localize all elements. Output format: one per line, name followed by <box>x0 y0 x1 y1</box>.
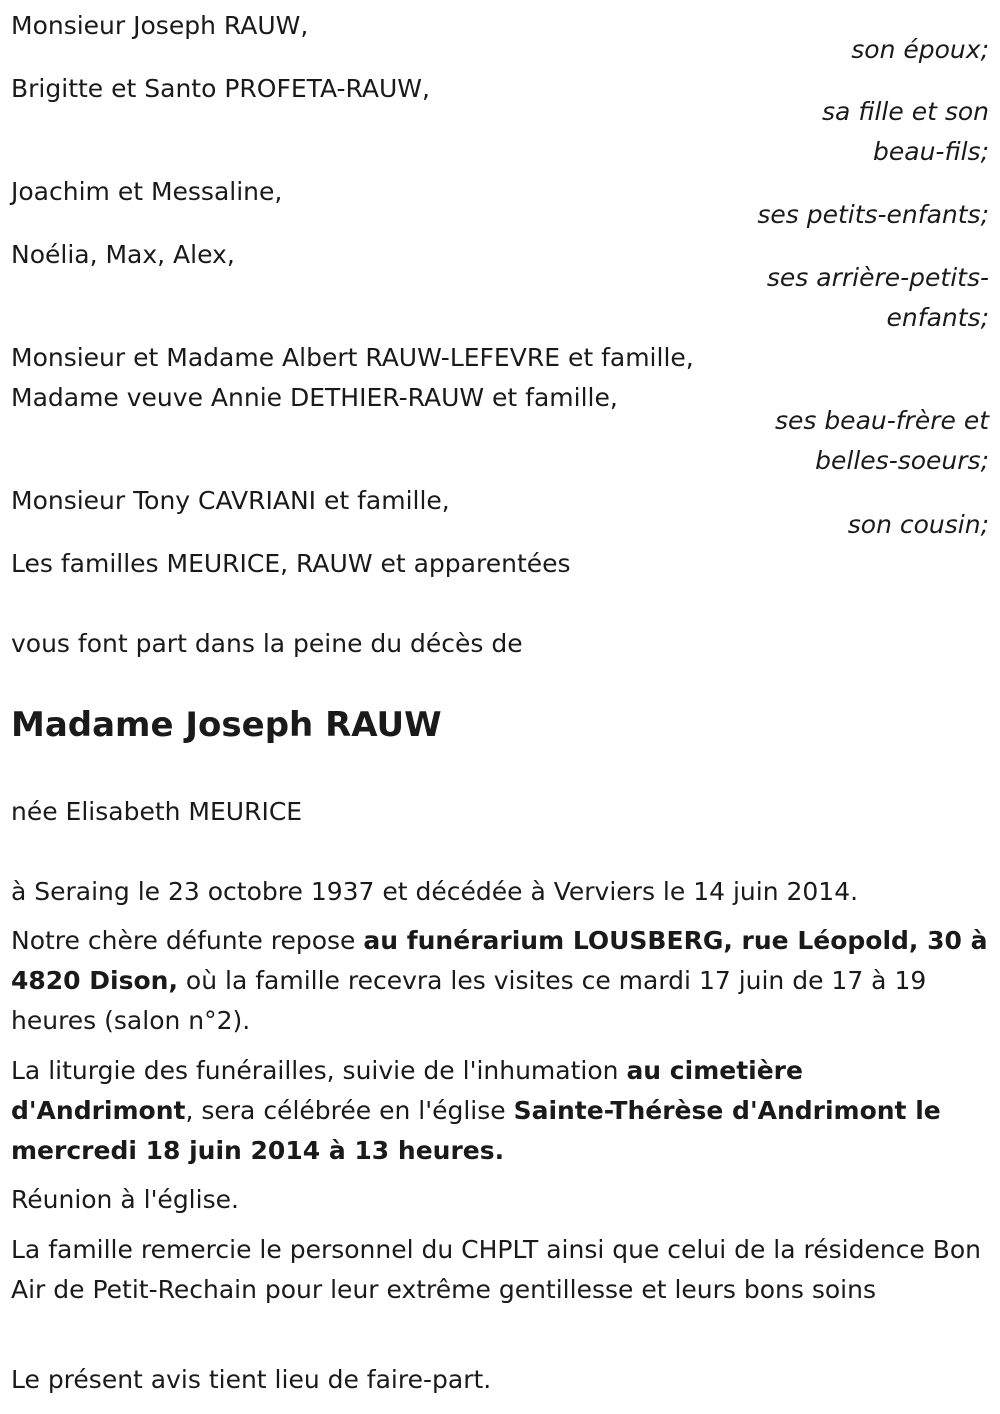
grandchildren-name: Joachim et Messaline, <box>11 177 283 206</box>
great-grandchildren-name: Noélia, Max, Alex, <box>11 240 235 269</box>
liturgy-cemetery: au cimetière d'Andrimont <box>11 1056 803 1125</box>
great-grandchildren-role-line-2: enfants; <box>886 303 989 332</box>
families-line: Les familles MEURICE, RAUW et apparentées <box>11 549 571 578</box>
spouse-name: Monsieur Joseph RAUW, <box>11 11 309 40</box>
repose-location: au funérarium LOUSBERG, rue Léopold, 30 à 4820 Dison, <box>11 926 988 995</box>
grandchildren-role: ses petits-enfants; <box>757 200 989 229</box>
thanks-paragraph: La famille remercie le personnel du CHPLT ainsi que celui de la résidence Bon Air de Petit-Rechain pour leur extrême gentillesse et leurs bons soins <box>11 1235 982 1304</box>
repose-text-2: où la famille recevra les visites ce mardi 17 juin de 17 à 19 heures (salon n°2). <box>11 966 927 1035</box>
cousin-role: son cousin; <box>847 510 989 539</box>
cousin-name: Monsieur Tony CAVRIANI et famille, <box>11 486 450 515</box>
daughter-name: Brigitte et Santo PROFETA-RAUW, <box>11 74 430 103</box>
daughter-role-line-2: beau-fils; <box>873 137 989 166</box>
announcement-intro: vous font part dans la peine du décès de <box>11 629 523 658</box>
great-grandchildren-role-line-1: ses arrière-petits- <box>766 263 989 292</box>
liturgy-paragraph <box>11 1051 991 1171</box>
liturgy-text-2: , sera célébrée en l'église <box>185 1096 514 1125</box>
spouse-role: son époux; <box>851 35 989 64</box>
repose-text-1: Notre chère défunte repose <box>11 926 364 955</box>
inlaws-name-line-1: Monsieur et Madame Albert RAUW-LEFEVRE et famille, <box>11 343 694 372</box>
daughter-role-line-1: sa fille et son <box>822 97 989 126</box>
inlaws-role-line-1: ses beau-frère et <box>774 406 989 435</box>
inlaws-name-line-2: Madame veuve Annie DETHIER-RAUW et famille, <box>11 383 618 412</box>
birth-death-line: à Seraing le 23 octobre 1937 et décédée à Verviers le 14 juin 2014. <box>11 877 859 906</box>
liturgy-church-date: Sainte-Thérèse d'Andrimont le mercredi 18 juin 2014 à 13 heures. <box>11 1096 941 1165</box>
deceased-name: Madame Joseph RAUW <box>11 705 442 745</box>
closing-line: Le présent avis tient lieu de faire-part. <box>11 1365 492 1394</box>
liturgy-text-1: La liturgie des funérailles, suivie de l'inhumation <box>11 1056 627 1085</box>
born-name: née Elisabeth MEURICE <box>11 797 303 826</box>
reunion-line: Réunion à l'église. <box>11 1185 239 1214</box>
inlaws-role-line-2: belles-soeurs; <box>815 446 989 475</box>
repose-paragraph <box>11 921 991 1041</box>
